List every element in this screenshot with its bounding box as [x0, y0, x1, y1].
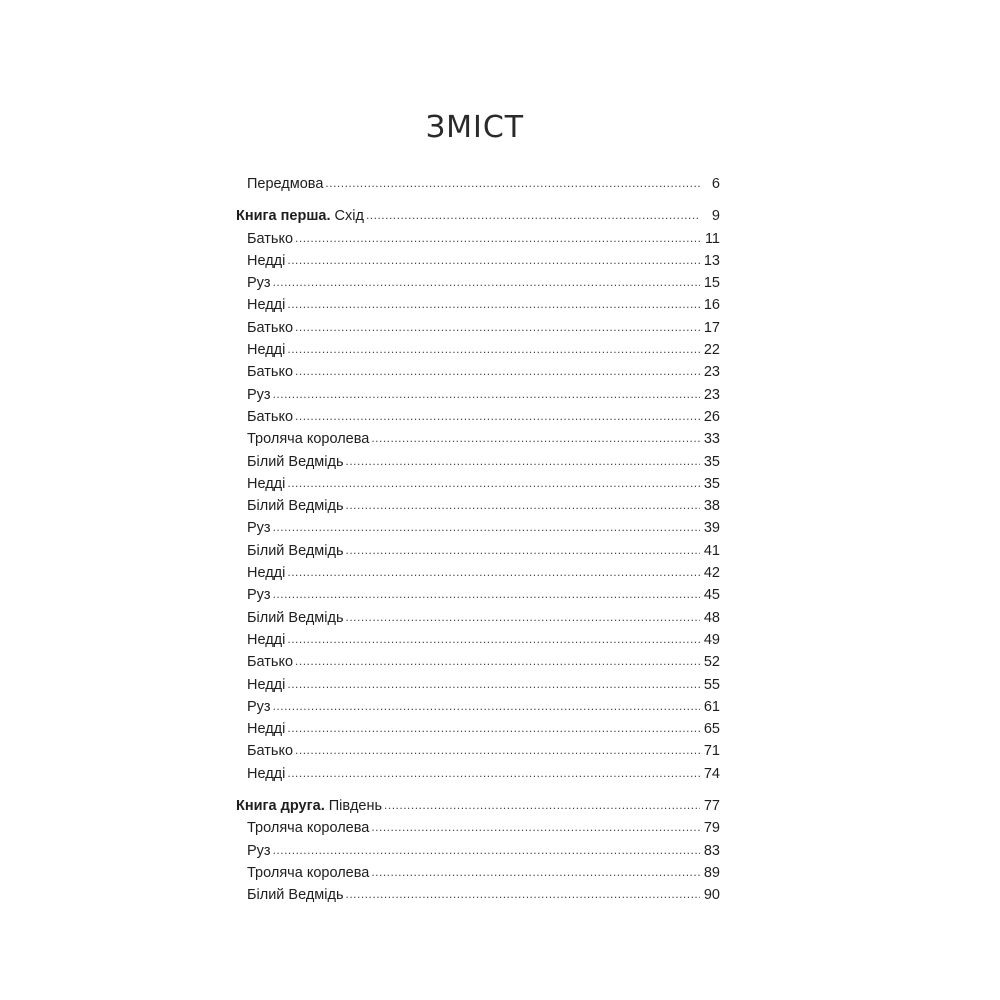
dot-leader [295, 739, 700, 761]
toc-chapter-entry [236, 294, 720, 316]
dot-leader [287, 249, 700, 271]
toc-page-number: 16 [703, 297, 720, 314]
toc-entry-label: Недді [247, 676, 286, 693]
toc-entry-label: Білий Ведмідь [247, 887, 344, 904]
toc-chapter-entry [236, 473, 720, 495]
toc-page-number: 38 [703, 498, 720, 515]
page-title: ЗМІСТ [425, 110, 525, 145]
toc-chapter-entry [236, 428, 720, 450]
toc-chapter-entry [236, 607, 720, 629]
dot-leader [287, 561, 700, 583]
toc-entry-label: Руз [247, 842, 271, 859]
dot-leader [273, 271, 700, 293]
toc-entry-label: Білий Ведмідь [247, 609, 344, 626]
toc-entry-label: Передмова [247, 176, 324, 192]
toc-page-number: 65 [703, 721, 720, 738]
dot-leader [295, 360, 700, 382]
toc-chapter-entry [236, 884, 720, 906]
toc-page-number: 83 [703, 842, 720, 859]
toc-page-number: 49 [703, 631, 720, 648]
toc-page-number: 11 [704, 230, 720, 247]
toc-entry-label: Батько [247, 408, 294, 425]
toc-chapter-entry [236, 228, 720, 250]
toc-chapter-entry [236, 862, 720, 884]
dot-leader [287, 338, 700, 360]
toc-chapter-entry [236, 540, 720, 562]
toc-chapter-entry [236, 562, 720, 584]
dot-leader [287, 628, 700, 650]
dot-leader [287, 762, 700, 784]
toc-chapter-entry [236, 317, 720, 339]
toc-book-label [236, 205, 364, 227]
toc-page-number: 42 [703, 565, 720, 582]
toc-entry-preface [236, 173, 720, 195]
dot-leader [346, 494, 700, 516]
dot-leader [295, 316, 700, 338]
toc-chapter-entry [236, 651, 720, 673]
toc-chapter-entry [236, 384, 720, 406]
toc-page-number: 35 [703, 475, 720, 492]
toc-chapter-entry [236, 339, 720, 361]
toc-entry-label: Руз [247, 386, 271, 403]
toc-page-number: 48 [703, 609, 720, 626]
toc-page-number: 26 [703, 408, 720, 425]
dot-leader [366, 204, 700, 226]
toc-chapter-entry [236, 517, 720, 539]
toc-entry-label: Руз [247, 275, 271, 292]
dot-leader [273, 516, 700, 538]
toc-book-heading [236, 205, 720, 227]
dot-leader [287, 472, 700, 494]
toc-chapter-entry [236, 584, 720, 606]
toc-page-number: 23 [703, 386, 720, 403]
toc-entry-label: Недді [247, 721, 286, 738]
toc-page-number: 9 [711, 208, 720, 225]
toc-chapter-entry [236, 840, 720, 862]
dot-leader [287, 673, 700, 695]
dot-leader [273, 695, 700, 717]
dot-leader [346, 606, 700, 628]
toc-entry-label: Білий Ведмідь [247, 453, 344, 470]
toc-entry-label: Троляча королева [247, 431, 370, 448]
toc-page-number: 74 [703, 765, 720, 782]
dot-leader [346, 883, 700, 905]
toc-chapter-entry [236, 451, 720, 473]
toc-page-number: 61 [703, 698, 720, 715]
dot-leader [287, 717, 700, 739]
toc-chapter-entry [236, 674, 720, 696]
toc-chapter-entry [236, 250, 720, 272]
toc-entry-label: Руз [247, 520, 271, 537]
toc-entry-label: Недді [247, 342, 286, 359]
toc-chapter-entry [236, 406, 720, 428]
toc-entry-label: Батько [247, 743, 294, 760]
dot-leader [384, 794, 700, 816]
dot-leader [295, 405, 700, 427]
toc-page-number: 33 [703, 431, 720, 448]
toc-page-number: 52 [703, 654, 720, 671]
toc-entry-label: Білий Ведмідь [247, 542, 344, 559]
toc-chapter-entry [236, 696, 720, 718]
toc-page-number: 39 [703, 520, 720, 537]
toc-book-name: Південь [324, 798, 383, 815]
toc-page-number: 45 [703, 587, 720, 604]
toc-page-number: 6 [711, 176, 720, 192]
toc-page-number: 35 [703, 453, 720, 470]
toc-entry-label: Батько [247, 230, 294, 247]
toc-chapter-entry [236, 361, 720, 383]
toc-entry-label: Троляча королева [247, 864, 370, 881]
table-of-contents [236, 173, 720, 907]
dot-leader [371, 427, 700, 449]
toc-page-number: 79 [703, 820, 720, 837]
dot-leader [346, 450, 700, 472]
toc-entry-label: Руз [247, 587, 271, 604]
toc-chapter-entry [236, 740, 720, 762]
toc-chapter-entry [236, 763, 720, 785]
toc-page-number: 77 [703, 798, 720, 815]
dot-leader [273, 839, 700, 861]
dot-leader [273, 383, 700, 405]
toc-entry-label: Недді [247, 565, 286, 582]
dot-leader [273, 583, 700, 605]
toc-entry-label: Недді [247, 765, 286, 782]
dot-leader [295, 227, 700, 249]
toc-page-number: 89 [703, 864, 720, 881]
toc-page-number: 22 [703, 342, 720, 359]
dot-leader [371, 861, 700, 883]
dot-leader [346, 539, 700, 561]
toc-book-number: Книга друга. [236, 798, 325, 815]
toc-entry-label: Недді [247, 631, 286, 648]
toc-entry-label: Білий Ведмідь [247, 498, 344, 515]
toc-entry-label: Недді [247, 252, 286, 269]
toc-entry-label: Недді [247, 475, 286, 492]
toc-page-number: 55 [703, 676, 720, 693]
toc-page-number: 13 [703, 252, 720, 269]
toc-chapter-entry [236, 272, 720, 294]
dot-leader [325, 172, 700, 194]
dot-leader [371, 816, 700, 838]
toc-chapter-entry [236, 495, 720, 517]
toc-entry-label: Недді [247, 297, 286, 314]
toc-entry-label: Батько [247, 654, 294, 671]
toc-book-heading [236, 795, 720, 817]
toc-entry-label: Батько [247, 364, 294, 381]
toc-page-number: 23 [703, 364, 720, 381]
toc-page-number: 17 [703, 319, 720, 336]
toc-page-number: 15 [703, 275, 720, 292]
toc-books [236, 205, 720, 906]
toc-page-number: 41 [703, 542, 720, 559]
toc-page-number: 71 [703, 743, 720, 760]
toc-chapter-entry [236, 817, 720, 839]
toc-chapter-entry [236, 718, 720, 740]
toc-entry-label: Батько [247, 319, 294, 336]
toc-book-number: Книга перша. [236, 208, 331, 225]
dot-leader [295, 650, 700, 672]
toc-entry-label: Троляча королева [247, 820, 370, 837]
toc-page-number: 90 [703, 887, 720, 904]
toc-entry-label: Руз [247, 698, 271, 715]
dot-leader [287, 293, 700, 315]
toc-book-label [236, 795, 382, 817]
toc-chapter-entry [236, 629, 720, 651]
toc-book-name: Схід [330, 208, 364, 225]
